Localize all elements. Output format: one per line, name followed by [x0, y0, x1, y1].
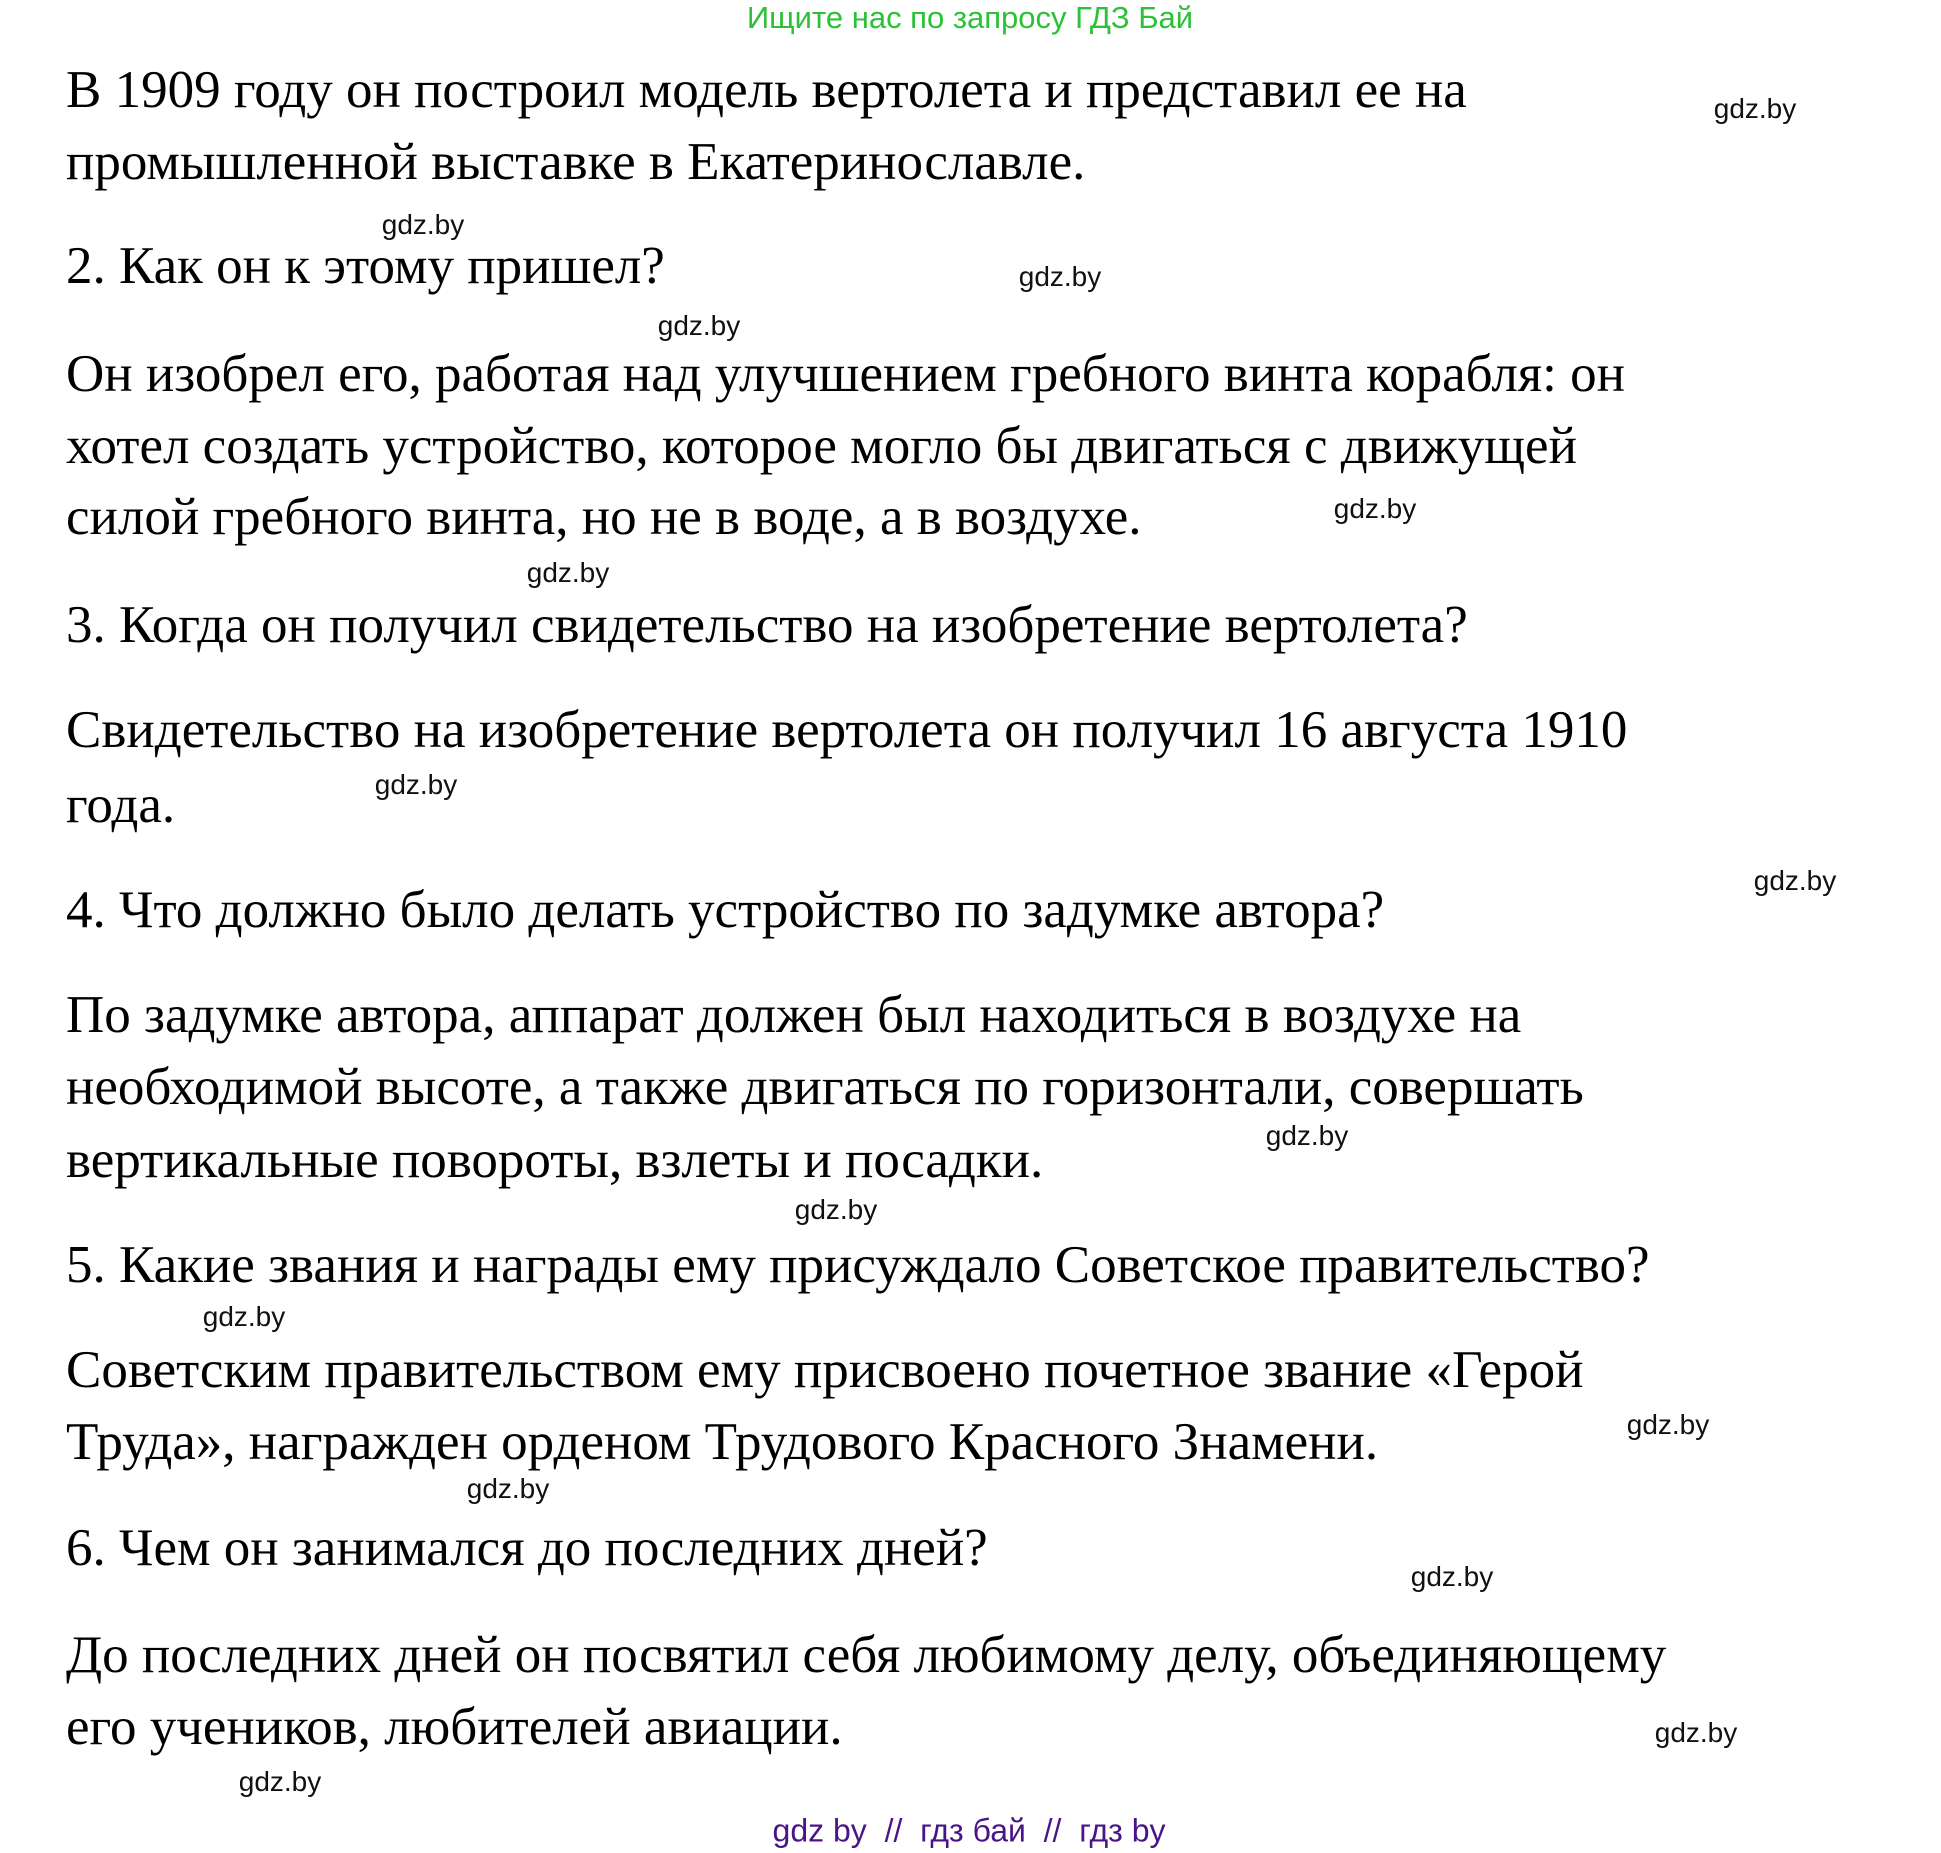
watermark: gdz.by: [526, 557, 610, 588]
question-text: 2. Как он к этому пришел?: [66, 237, 665, 295]
answer-text: В 1909 году он построил модель вертолета и представил ее на: [66, 61, 1467, 119]
question-text: 4. Что должно было делать устройство по задумке автора?: [66, 881, 1385, 939]
question-text: 6. Чем он занимался до последних дней?: [66, 1519, 988, 1577]
footer-links: gdz by // гдз бай // гдз by: [772, 1812, 1166, 1849]
answer-text: хотел создать устройство, которое могло бы двигаться с движущей: [66, 417, 1577, 475]
watermark: gdz.by: [381, 209, 465, 240]
question-text: 3. Когда он получил свидетельство на изобретение вертолета?: [66, 596, 1468, 654]
watermark: gdz.by: [374, 769, 458, 800]
answer-text: Он изобрел его, работая над улучшением гребного винта корабля: он: [66, 345, 1625, 403]
watermark: gdz.by: [202, 1301, 286, 1332]
answer-text: промышленной выставке в Екатеринославле.: [66, 133, 1086, 191]
watermark: gdz.by: [1654, 1717, 1738, 1748]
watermark: gdz.by: [1713, 93, 1797, 124]
answer-text: До последних дней он посвятил себя любимому делу, объединяющему: [66, 1626, 1667, 1684]
watermark: gdz.by: [466, 1473, 550, 1504]
answer-text: его учеников, любителей авиации.: [66, 1698, 843, 1756]
watermark: gdz.by: [1410, 1561, 1494, 1592]
watermark: gdz.by: [1265, 1120, 1349, 1151]
watermark: gdz.by: [657, 310, 741, 341]
watermark: gdz.by: [1018, 261, 1102, 292]
answer-text: силой гребного винта, но не в воде, а в воздухе.: [66, 488, 1142, 546]
answer-text: вертикальные повороты, взлеты и посадки.: [66, 1131, 1044, 1189]
answer-text: Свидетельство на изобретение вертолета он получил 16 августа 1910: [66, 701, 1628, 759]
question-text: 5. Какие звания и награды ему присуждало Советское правительство?: [66, 1236, 1650, 1294]
answer-text: Советским правительством ему присвоено почетное звание «Герой: [66, 1341, 1584, 1399]
watermark: gdz.by: [794, 1194, 878, 1225]
answer-text: Труда», награжден орденом Трудового Красного Знамени.: [66, 1413, 1379, 1471]
answer-text: года.: [66, 776, 176, 834]
watermark: gdz.by: [1626, 1409, 1710, 1440]
watermark: gdz.by: [1753, 865, 1837, 896]
watermark: gdz.by: [238, 1766, 322, 1797]
watermark: gdz.by: [1333, 493, 1417, 524]
answer-text: По задумке автора, аппарат должен был находиться в воздухе на: [66, 986, 1522, 1044]
answer-text: необходимой высоте, а также двигаться по горизонтали, совершать: [66, 1058, 1584, 1116]
search-hint-header: Ищите нас по запросу ГДЗ Бай: [746, 0, 1194, 35]
